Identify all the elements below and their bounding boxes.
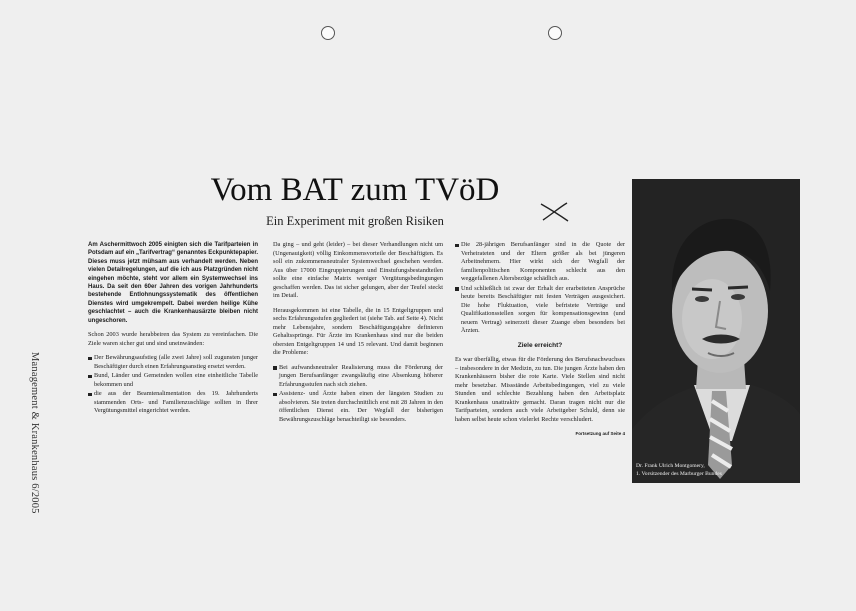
column-2 bbox=[273, 241, 443, 430]
photo-caption bbox=[636, 462, 722, 478]
paragraph: Es war überfällig, etwas für die Förderung des Berufsnachwuchses – insbesondere in der Medizin, zu tun. Die jungen Ärzte haben den Krankenhäusern bisher die rote Karte. Viele Stellen sind nicht mehr besetzbar. Missstände Arbeitsbedingungen, viel zu viele Stunden und schlechte Bezahlung haben den Arbeitsplatz Krankenhaus unattraktiv gemacht. Daran tragen nicht nur die Tarifparteien, sondern auch viele Arbeitgeber Schuld, denn sie haben selbst heute schon vielerlei Rechte verschludert. bbox=[455, 356, 625, 423]
caption-line: 1. Vorsitzender des Marburger Bundes bbox=[636, 471, 722, 477]
list-item: Assistenz- und Ärzte haben einen der längsten Studien zu absolvieren. Sie treten durchschnittlich erst mit 28 Jahren in den öffentlichen Dienst ein. Der Wegfall der bisherigen Bewährungszuschläge benachteiligt sie besonders. bbox=[273, 390, 443, 424]
continued-note: Fortsetzung auf Seite 4 bbox=[575, 431, 625, 436]
list-item: Bund, Länder und Gemeinden wollen eine einheitliche Tabelle bekommen und bbox=[88, 372, 258, 389]
article-title: Vom BAT zum TVöD bbox=[210, 172, 500, 208]
list-item: Und schließlich ist zwar der Erhalt der erarbeiteten Ansprüche heute bereits Beschäftigter mit festen Verträgen ausgesichert. Die hohe Fluktuation, viele befristete Verträge und Qualifikationsstellen sorgen für kompensationsgewinn (und neuem Vertrag) seinerzeit dieser Zuange eben besonders bei Ärzten. bbox=[455, 285, 625, 336]
caption-line: Dr. Frank Ulrich Montgomery, bbox=[636, 463, 705, 469]
portrait-photo bbox=[632, 179, 800, 483]
list-item: Bei aufwandsneutraler Realisierung muss die Förderung der jungen Berufsanfänger zwangsläufig eine Absenkung höherer Erfahrungsstufen nach sich ziehen. bbox=[273, 364, 443, 390]
bullet-list bbox=[455, 241, 625, 336]
section-heading: Ziele erreicht? bbox=[517, 341, 563, 349]
punch-hole-left bbox=[321, 26, 335, 40]
list-item: Die 28-jährigen Berufsanfänger sind in die Quote der Verheirateten und der Eltern größer als bei jüngeren Arbeitnehmern. Hier wirkt sich der Wegfall der familienpolitischen Komponenten schlecht aus den weggefallenen Altersbezüge schädlich aus. bbox=[455, 241, 625, 284]
handwritten-x-mark bbox=[538, 200, 572, 224]
list-item: Der Bewährungsaufstieg (alle zwei Jahre) soll zugunsten junger Beschäftigter durch einen Erfahrungsanstieg ersetzt werden. bbox=[88, 354, 258, 371]
paragraph: Schon 2003 wurde herabbeiren das System zu vereinfachen. Die Ziele waren sicher gut und sind uneinwänden: bbox=[88, 331, 258, 347]
column-1 bbox=[88, 241, 258, 422]
punch-hole-right bbox=[548, 26, 562, 40]
portrait-illustration bbox=[632, 179, 800, 483]
paragraph: Da ging – und geht (leider) – bei dieser Verhandlungen nicht um (Ungenauigkeit) völlig Einkommensvorteile der Beschäftigten. Es soll ein zukommensneutraler Systemwechsel geschehen werden. Aus über 17000 Eingruppierungen und Einstufungsbestandteilen sollte eine einfache Matrix weniger Vergütungsbedingungen geschaffen werden. Das ist sicher gelungen, aber der Teufel steckt im Detail. bbox=[273, 241, 443, 299]
side-label: Management & Krankenhaus 6/2005 bbox=[29, 352, 40, 514]
paragraph: Herausgekommen ist eine Tabelle, die in 15 Entgeltgruppen und sechs Erfahrungsstufen gegliedert ist (siehe Tab. auf Seite 4). Nicht mehr Lebensjahre, sondern Beschäftigungsjahre definieren Gehaltssprünge. Für Ärzte im Krankenhaus sind nur die beiden obersten Entgeltgruppen 14 und 15 relevant. Und damit beginnen die Probleme: bbox=[273, 306, 443, 356]
list-item: die aus der Beamtenalimentation des 19. Jahrhunderts stammenden Orts- und Familienzuschläge sollten in Ihrer Vergütungsmittel eingerichtet werden. bbox=[88, 390, 258, 416]
bullet-list bbox=[273, 364, 443, 425]
article-subtitle: Ein Experiment mit großen Risiken bbox=[266, 214, 444, 228]
bullet-list bbox=[88, 354, 258, 416]
column-3 bbox=[455, 241, 625, 439]
lead-paragraph: Am Aschermittwoch 2005 einigten sich die Tarifparteien in Potsdam auf ein „Tarifvertrag“ genanntes Eckpunktepapier. Dieses muss jetzt mühsam aus verhandelt werden. Neben vielen Detailregelungen, auf die ich aus Platzgründen nicht eingehen möchte, steht vor allem ein Systemwechsel ins Haus. Da seit den 60er Jahren des vorigen Jahrhunderts bestehende Entlohnungssystematik des öffentlichen Dienstes wird umgekrempelt. Dabei werden heilige Kühe geschlachtet – auch die Krankenhausärzte bleiben nicht ungeschoren. bbox=[88, 242, 258, 324]
